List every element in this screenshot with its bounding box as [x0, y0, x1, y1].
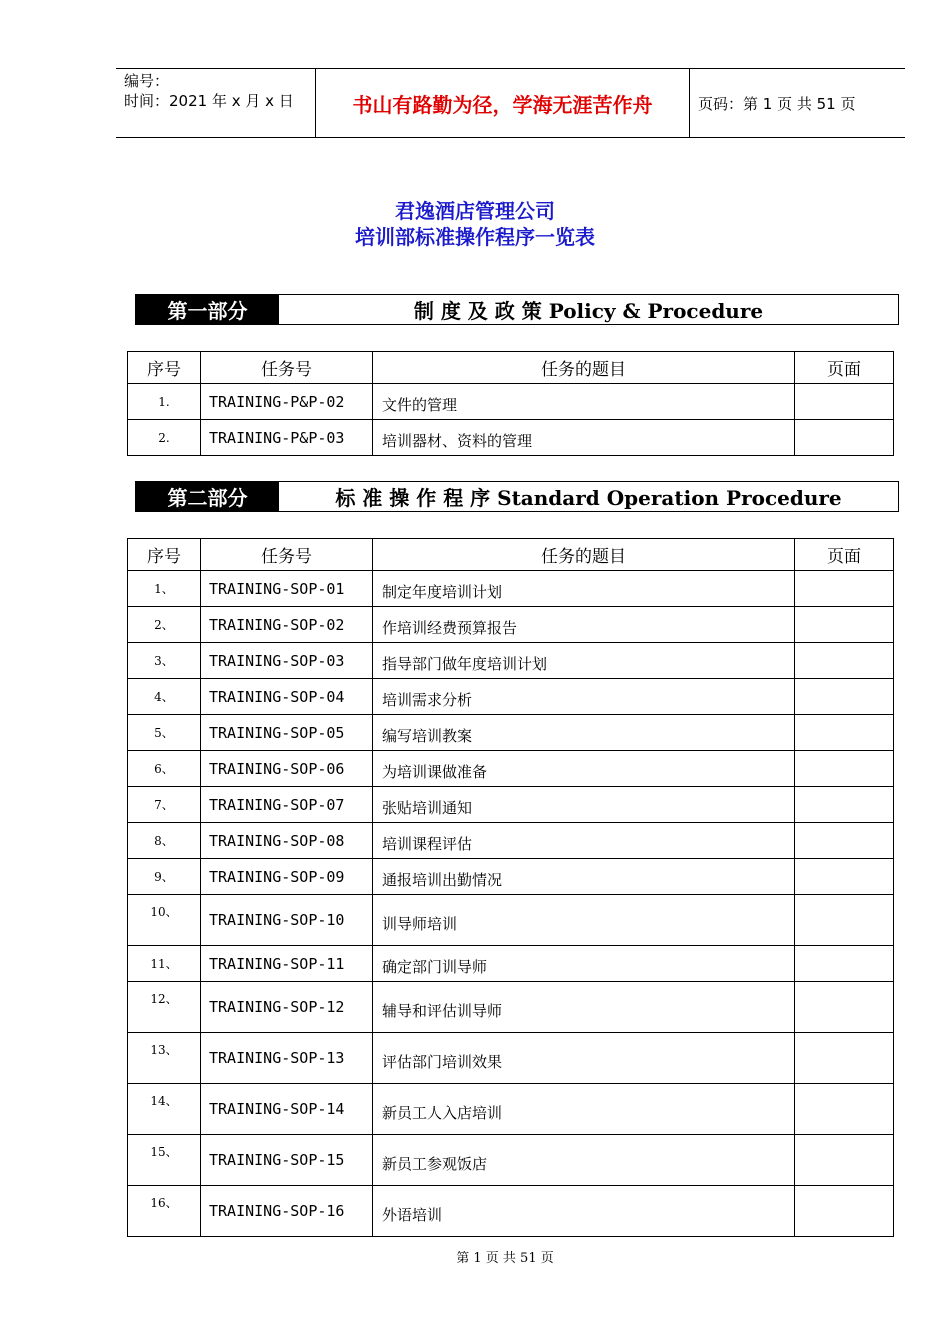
document-title: 培训部标准操作程序一览表: [355, 225, 595, 249]
table-row: [128, 1084, 894, 1135]
task-page: [795, 607, 894, 643]
table-row: [128, 1186, 894, 1237]
table-row: [128, 787, 894, 823]
task-page: [795, 643, 894, 679]
column-header-topic: 任务的题目: [373, 539, 795, 571]
task-code: TRAINING-SOP-16: [201, 1186, 373, 1237]
task-code: TRAINING-P&P-03: [201, 420, 373, 456]
row-number: 4、: [128, 679, 201, 715]
task-topic: 培训课程评估: [373, 823, 795, 859]
column-header-code: 任务号: [201, 352, 373, 384]
section-label: 第二部分: [136, 482, 279, 511]
header-motto: 书山有路勤为径，学海无涯苦作舟: [352, 92, 653, 117]
task-topic: 辅导和评估训导师: [373, 982, 795, 1033]
row-number: 1、: [128, 571, 201, 607]
task-topic: 制定年度培训计划: [373, 571, 795, 607]
table-row: [128, 859, 894, 895]
task-code: TRAINING-SOP-15: [201, 1135, 373, 1186]
row-number: 7、: [128, 787, 201, 823]
policy-table: [127, 351, 894, 456]
table-row: [128, 571, 894, 607]
task-code: TRAINING-P&P-02: [201, 384, 373, 420]
task-topic: 培训器材、资料的管理: [373, 420, 795, 456]
table-row: [128, 643, 894, 679]
table-row: [128, 823, 894, 859]
table-row: [128, 946, 894, 982]
task-page: [795, 571, 894, 607]
row-number: 8、: [128, 823, 201, 859]
task-code: TRAINING-SOP-13: [201, 1033, 373, 1084]
row-number: 14、: [128, 1084, 201, 1135]
row-number: 3、: [128, 643, 201, 679]
header-meta: [124, 71, 316, 111]
task-page: [795, 679, 894, 715]
task-page: [795, 420, 894, 456]
task-topic: 为培训课做准备: [373, 751, 795, 787]
task-code: TRAINING-SOP-12: [201, 982, 373, 1033]
task-code: TRAINING-SOP-07: [201, 787, 373, 823]
column-header-no: 序号: [128, 352, 201, 384]
table-row: [128, 1033, 894, 1084]
row-number: 13、: [128, 1033, 201, 1084]
task-page: [795, 946, 894, 982]
task-topic: 编写培训教案: [373, 715, 795, 751]
table-header-row: [128, 352, 894, 384]
task-page: [795, 384, 894, 420]
row-number: 2、: [128, 607, 201, 643]
column-header-topic: 任务的题目: [373, 352, 795, 384]
task-topic: 通报培训出勤情况: [373, 859, 795, 895]
task-code: TRAINING-SOP-03: [201, 643, 373, 679]
company-title: 君逸酒店管理公司: [395, 199, 555, 223]
task-page: [795, 859, 894, 895]
column-header-no: 序号: [128, 539, 201, 571]
table-header-row: [128, 539, 894, 571]
section-label: 第一部分: [136, 295, 279, 324]
row-number: 12、: [128, 982, 201, 1033]
table-row: [128, 420, 894, 456]
table-row: [128, 384, 894, 420]
section-bar-sop: [135, 481, 899, 512]
task-topic: 指导部门做年度培训计划: [373, 643, 795, 679]
task-page: [795, 1186, 894, 1237]
table-row: [128, 715, 894, 751]
column-header-page: 页面: [795, 539, 894, 571]
task-page: [795, 751, 894, 787]
column-header-code: 任务号: [201, 539, 373, 571]
task-page: [795, 895, 894, 946]
row-number: 5、: [128, 715, 201, 751]
task-page: [795, 787, 894, 823]
task-page: [795, 715, 894, 751]
task-code: TRAINING-SOP-01: [201, 571, 373, 607]
document-header: [116, 68, 905, 138]
task-code: TRAINING-SOP-08: [201, 823, 373, 859]
page-footer: 第 1 页 共 51 页: [456, 1251, 554, 1266]
row-number: 6、: [128, 751, 201, 787]
table-row: [128, 751, 894, 787]
task-topic: 评估部门培训效果: [373, 1033, 795, 1084]
row-number: 10、: [128, 895, 201, 946]
table-row: [128, 982, 894, 1033]
task-topic: 作培训经费预算报告: [373, 607, 795, 643]
task-code: TRAINING-SOP-10: [201, 895, 373, 946]
task-code: TRAINING-SOP-02: [201, 607, 373, 643]
header-page-info: 页码：第 1 页 共 51 页: [698, 94, 856, 113]
task-topic: 文件的管理: [373, 384, 795, 420]
task-code: TRAINING-SOP-14: [201, 1084, 373, 1135]
task-topic: 训导师培训: [373, 895, 795, 946]
column-header-page: 页面: [795, 352, 894, 384]
table-row: [128, 607, 894, 643]
section-heading: 标 准 操 作 程 序 Standard Operation Procedure: [335, 486, 842, 510]
task-code: TRAINING-SOP-04: [201, 679, 373, 715]
table-row: [128, 1135, 894, 1186]
task-code: TRAINING-SOP-11: [201, 946, 373, 982]
header-divider: [689, 69, 690, 137]
table-row: [128, 679, 894, 715]
row-number: 1.: [128, 384, 201, 420]
task-topic: 新员工人入店培训: [373, 1084, 795, 1135]
task-code: TRAINING-SOP-06: [201, 751, 373, 787]
number-label: 编号：: [124, 72, 170, 90]
task-topic: 新员工参观饭店: [373, 1135, 795, 1186]
task-code: TRAINING-SOP-09: [201, 859, 373, 895]
time-label: 时间：2021 年 x 月 x 日: [124, 92, 294, 110]
sop-table: [127, 538, 894, 1237]
row-number: 11、: [128, 946, 201, 982]
section-bar-policy: [135, 294, 899, 325]
task-topic: 培训需求分析: [373, 679, 795, 715]
row-number: 9、: [128, 859, 201, 895]
row-number: 2.: [128, 420, 201, 456]
row-number: 15、: [128, 1135, 201, 1186]
table-row: [128, 895, 894, 946]
task-page: [795, 1084, 894, 1135]
task-page: [795, 1033, 894, 1084]
row-number: 16、: [128, 1186, 201, 1237]
task-code: TRAINING-SOP-05: [201, 715, 373, 751]
task-page: [795, 823, 894, 859]
task-page: [795, 1135, 894, 1186]
task-topic: 外语培训: [373, 1186, 795, 1237]
task-topic: 确定部门训导师: [373, 946, 795, 982]
task-topic: 张贴培训通知: [373, 787, 795, 823]
section-heading: 制 度 及 政 策 Policy & Procedure: [413, 299, 764, 323]
task-page: [795, 982, 894, 1033]
